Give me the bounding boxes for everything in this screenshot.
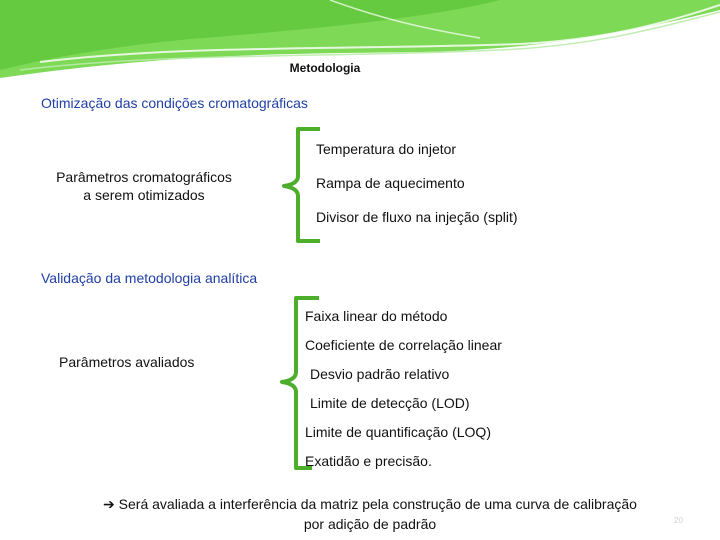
list-item: Faixa linear do método [305, 308, 448, 324]
note-text-1: Será avaliada a interferência da matriz pela construção de uma curva de calibração [118, 496, 637, 512]
section-heading-validation: Validação da metodologia analítica [41, 270, 258, 286]
list-item: Divisor de fluxo na injeção (split) [316, 209, 518, 225]
arrow-right-icon: ➔ [103, 496, 115, 512]
list-item: Temperatura do injetor [316, 141, 457, 157]
slide-title: Metodologia [289, 61, 361, 75]
label-line-1: Parâmetros cromatográficos [56, 169, 232, 185]
evaluated-parameters-label: Parâmetros avaliados [59, 354, 195, 370]
matrix-interference-note [40, 494, 700, 534]
list-item: Rampa de aquecimento [316, 175, 465, 191]
list-item: Limite de detecção (LOD) [310, 395, 470, 411]
section-heading-optimization: Otimização das condições cromatográficas [41, 95, 308, 111]
label-line-2: a serem otimizados [83, 187, 205, 203]
list-item: Exatidão e precisão. [305, 453, 432, 469]
note-line-2: por adição de padrão [303, 516, 437, 532]
note-line-1 [40, 494, 700, 514]
list-item: Coeficiente de correlação linear [305, 337, 502, 353]
list-item: Limite de quantificação (LOQ) [305, 424, 491, 440]
list-item: Desvio padrão relativo [310, 366, 450, 382]
page-number: 20 [674, 516, 683, 525]
